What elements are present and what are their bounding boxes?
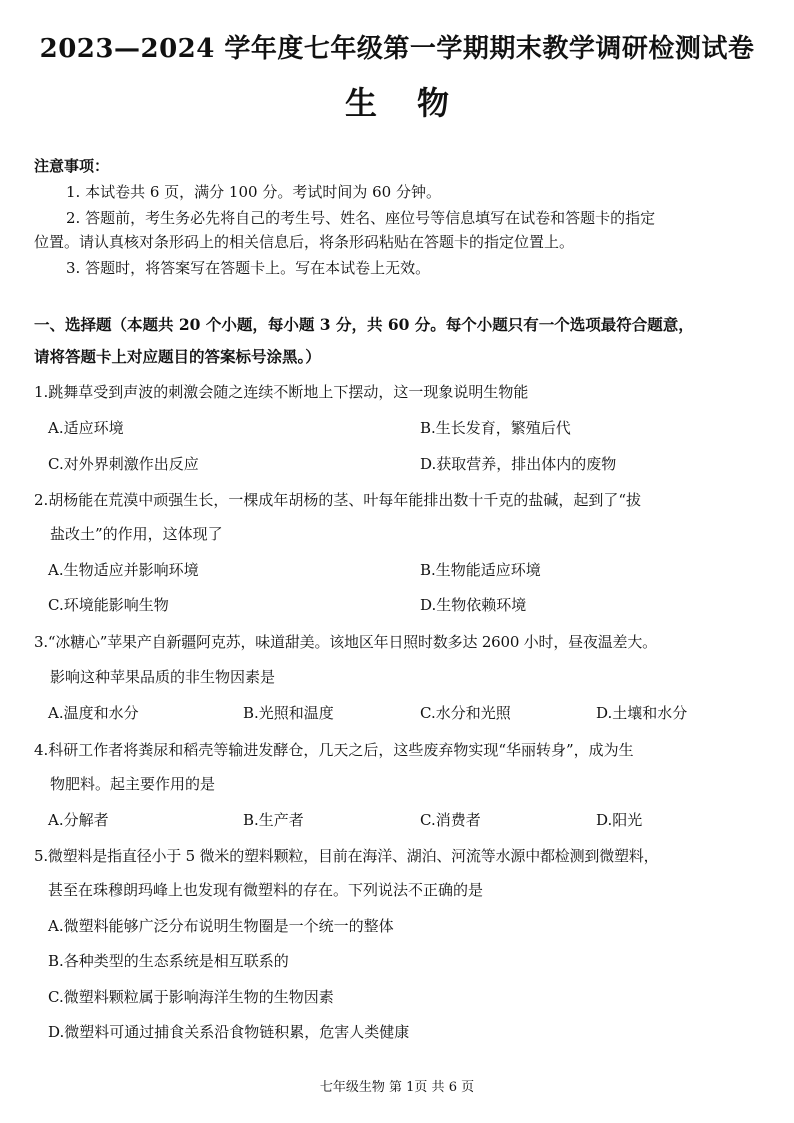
question-5-option-d: D.微塑料可通过捕食关系沿食物链积累，危害人类健康 [48,1023,410,1041]
question-3-option-d: D.土壤和水分 [596,704,688,722]
question-5-stem: 甚至在珠穆朗玛峰上也发现有微塑料的存在。下列说法不正确的是 [48,881,484,899]
notice-heading: 注意事项： [34,157,110,175]
question-4-option-a: A.分解者 [48,811,109,829]
question-5-stem: 5.微塑料是指直径小于 5 微米的塑料颗粒，目前在海洋、湖泊、河流等水源中都检测到微塑料， [34,847,659,865]
question-2-option-b: B.生物能适应环境 [420,561,541,579]
section-heading: 请将答题卡上对应题目的答案标号涂黑。） [34,347,321,366]
question-4-option-d: D.阳光 [596,811,643,829]
question-4-option-b: B.生产者 [243,811,304,829]
question-2-stem: 2.胡杨能在荒漠中顽强生长，一棵成年胡杨的茎、叶每年能排出数十千克的盐碱，起到了“拔 [34,491,641,509]
question-1-stem: 1.跳舞草受到声波的刺激会随之连续不断地上下摆动，这一现象说明生物能 [34,383,529,401]
page-footer: 七年级生物 第 1页 共 6 页 [319,1080,475,1095]
question-2-stem: 盐改土”的作用，这体现了 [50,525,223,543]
question-4-option-c: C.消费者 [420,811,481,829]
question-1-option-b: B.生长发育，繁殖后代 [420,419,571,437]
section-heading: 一、选择题（本题共 20 个小题，每小题 3 分，共 60 分。每个小题只有一个选项最符合题意， [34,315,694,334]
question-1-option-c: C.对外界刺激作出反应 [48,455,199,473]
question-1-option-d: D.获取营养，排出体内的废物 [420,455,617,473]
question-3-stem: 3.“冰糖心”苹果产自新疆阿克苏，味道甜美。该地区年日照时数多达 2600 小时，昼夜温差大。 [34,633,657,651]
notice-item: 1. 本试卷共 6 页，满分 100 分。考试时间为 60 分钟。 [66,183,441,201]
question-2-option-c: C.环境能影响生物 [48,596,169,614]
question-4-stem: 4.科研工作者将粪尿和稻壳等输进发酵仓，几天之后，这些废弃物实现“华丽转身”，成为生 [34,741,634,759]
question-3-option-a: A.温度和水分 [48,704,139,722]
question-2-option-a: A.生物适应并影响环境 [48,561,199,579]
question-4-stem: 物肥料。起主要作用的是 [50,775,216,793]
notice-item: 2. 答题前，考生务必先将自己的考生号、姓名、座位号等信息填写在试卷和答题卡的指定 [66,209,656,227]
notice-item: 3. 答题时，将答案写在答题卡上。写在本试卷上无效。 [66,259,431,277]
question-5-option-c: C.微塑料颗粒属于影响海洋生物的生物因素 [48,988,334,1006]
question-3-option-c: C.水分和光照 [420,704,511,722]
exam-title: 2023—2024 学年度七年级第一学期期末教学调研检测试卷 [39,34,755,64]
question-2-option-d: D.生物依赖环境 [420,596,527,614]
question-3-stem: 影响这种苹果品质的非生物因素是 [50,668,276,686]
subject-title: 生物 [344,84,489,122]
notice-item: 位置。请认真核对条形码上的相关信息后，将条形码粘贴在答题卡的指定位置上。 [34,233,575,251]
question-5-option-b: B.各种类型的生态系统是相互联系的 [48,952,289,970]
question-1-option-a: A.适应环境 [48,419,124,437]
question-5-option-a: A.微塑料能够广泛分布说明生物圈是一个统一的整体 [48,917,394,935]
question-3-option-b: B.光照和温度 [243,704,334,722]
